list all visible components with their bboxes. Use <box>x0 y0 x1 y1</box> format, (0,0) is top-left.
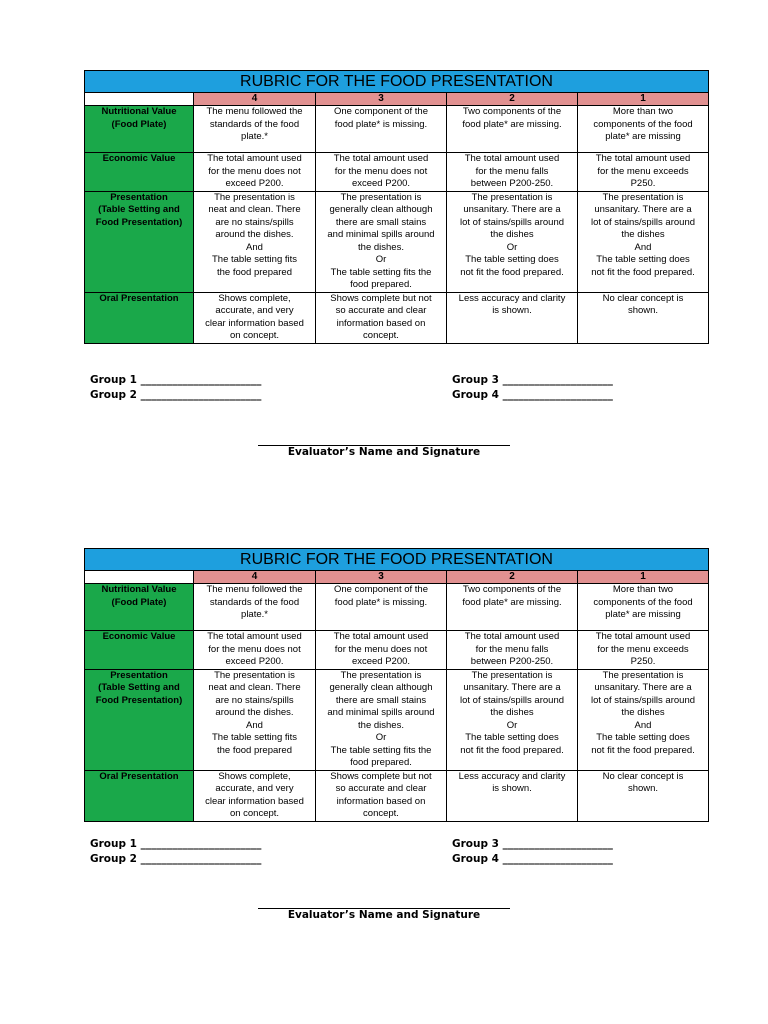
group-2-line: Group 2 _______________________ <box>90 388 262 401</box>
criterion-row <box>85 153 709 192</box>
group-3-line: Group 3 _____________________ <box>452 838 613 850</box>
criterion-label: Nutritional Value (Food Plate) <box>85 106 194 153</box>
rubric-table <box>84 70 709 344</box>
descriptor-cell: The menu followed the standards of the food plate.* <box>194 106 316 153</box>
score-header-row <box>85 93 709 106</box>
descriptor-cell: More than two components of the food plate* are missing <box>578 584 709 631</box>
criterion-label: Oral Presentation <box>85 770 194 821</box>
score-4-header: 4 <box>194 93 316 106</box>
descriptor-cell: The total amount used for the menu does not exceed P200. <box>316 153 447 192</box>
rubric-title-row <box>85 549 709 571</box>
score-1-header: 1 <box>578 571 709 584</box>
descriptor-cell: One component of the food plate* is missing. <box>316 584 447 631</box>
blank-header-cell <box>85 571 194 584</box>
descriptor-cell: The presentation is generally clean although there are small stains and minimal spills around the dishes. Or The table setting fits the food prepared. <box>316 669 447 770</box>
descriptor-cell: The total amount used for the menu does not exceed P200. <box>316 631 447 670</box>
descriptor-cell: The presentation is unsanitary. There are a lot of stains/spills around the dishes Or The table setting does not fit the food prepared. <box>447 669 578 770</box>
group-3-line: Group 3 _____________________ <box>452 374 613 386</box>
descriptor-cell: Shows complete but not so accurate and clear information based on concept. <box>316 770 447 821</box>
criterion-row <box>85 669 709 770</box>
criterion-row <box>85 106 709 153</box>
rubric-copy-1 <box>84 70 708 344</box>
rubric-body <box>85 71 709 344</box>
rubric-table <box>84 548 709 822</box>
group-1-line: Group 1 _______________________ <box>90 838 262 850</box>
score-1-header: 1 <box>578 93 709 106</box>
rubric-title: RUBRIC FOR THE FOOD PRESENTATION <box>85 549 709 571</box>
group-4-line: Group 4 _____________________ <box>452 388 613 401</box>
descriptor-cell: Two components of the food plate* are missing. <box>447 106 578 153</box>
criterion-label: Nutritional Value (Food Plate) <box>85 584 194 631</box>
criterion-row <box>85 770 709 821</box>
descriptor-cell: The presentation is unsanitary. There are a lot of stains/spills around the dishes And The table setting does not fit the food prepared. <box>578 191 709 292</box>
score-3-header: 3 <box>316 571 447 584</box>
descriptor-cell: The presentation is unsanitary. There are a lot of stains/spills around the dishes Or The table setting does not fit the food prepared. <box>447 191 578 292</box>
descriptor-cell: No clear concept is shown. <box>578 770 709 821</box>
descriptor-cell: Less accuracy and clarity is shown. <box>447 292 578 343</box>
rubric-title-row <box>85 71 709 93</box>
criterion-label: Oral Presentation <box>85 292 194 343</box>
rubric-copy-2 <box>84 548 708 822</box>
descriptor-cell: Shows complete, accurate, and very clear information based on concept. <box>194 292 316 343</box>
group-1-line: Group 1 _______________________ <box>90 374 262 386</box>
group-2-line: Group 2 _______________________ <box>90 852 262 865</box>
descriptor-cell: The total amount used for the menu does not exceed P200. <box>194 153 316 192</box>
criterion-row <box>85 584 709 631</box>
signature-label: Evaluator’s Name and Signature <box>287 446 481 458</box>
score-2-header: 2 <box>447 571 578 584</box>
descriptor-cell: The total amount used for the menu exceeds P250. <box>578 153 709 192</box>
descriptor-cell: Less accuracy and clarity is shown. <box>447 770 578 821</box>
rubric-body <box>85 549 709 822</box>
criterion-label: Presentation (Table Setting and Food Presentation) <box>85 191 194 292</box>
descriptor-cell: The total amount used for the menu exceeds P250. <box>578 631 709 670</box>
rubric-title: RUBRIC FOR THE FOOD PRESENTATION <box>85 71 709 93</box>
descriptor-cell: Shows complete but not so accurate and clear information based on concept. <box>316 292 447 343</box>
descriptor-cell: One component of the food plate* is missing. <box>316 106 447 153</box>
descriptor-cell: More than two components of the food plate* are missing <box>578 106 709 153</box>
criterion-row <box>85 292 709 343</box>
signature-label: Evaluator’s Name and Signature <box>287 909 481 921</box>
descriptor-cell: The total amount used for the menu does not exceed P200. <box>194 631 316 670</box>
descriptor-cell: The total amount used for the menu falls between P200-250. <box>447 153 578 192</box>
descriptor-cell: The presentation is neat and clean. There are no stains/spills around the dishes. And The table setting fits the food prepared <box>194 669 316 770</box>
criterion-label: Presentation (Table Setting and Food Presentation) <box>85 669 194 770</box>
descriptor-cell: Shows complete, accurate, and very clear information based on concept. <box>194 770 316 821</box>
group-left-1 <box>90 373 261 402</box>
group-left-2 <box>90 837 261 866</box>
descriptor-cell: The total amount used for the menu falls between P200-250. <box>447 631 578 670</box>
descriptor-cell: The presentation is generally clean although there are small stains and minimal spills around the dishes. Or The table setting fits the food prepared. <box>316 191 447 292</box>
criterion-row <box>85 631 709 670</box>
score-3-header: 3 <box>316 93 447 106</box>
score-header-row <box>85 571 709 584</box>
group-4-line: Group 4 _____________________ <box>452 852 613 865</box>
criterion-row <box>85 191 709 292</box>
criterion-label: Economic Value <box>85 631 194 670</box>
blank-header-cell <box>85 93 194 106</box>
descriptor-cell: The presentation is neat and clean. There are no stains/spills around the dishes. And The table setting fits the food prepared <box>194 191 316 292</box>
group-right-2 <box>452 837 613 866</box>
descriptor-cell: The menu followed the standards of the food plate.* <box>194 584 316 631</box>
descriptor-cell: The presentation is unsanitary. There are a lot of stains/spills around the dishes And The table setting does not fit the food prepared. <box>578 669 709 770</box>
score-2-header: 2 <box>447 93 578 106</box>
score-4-header: 4 <box>194 571 316 584</box>
descriptor-cell: No clear concept is shown. <box>578 292 709 343</box>
descriptor-cell: Two components of the food plate* are missing. <box>447 584 578 631</box>
group-right-1 <box>452 373 613 402</box>
criterion-label: Economic Value <box>85 153 194 192</box>
